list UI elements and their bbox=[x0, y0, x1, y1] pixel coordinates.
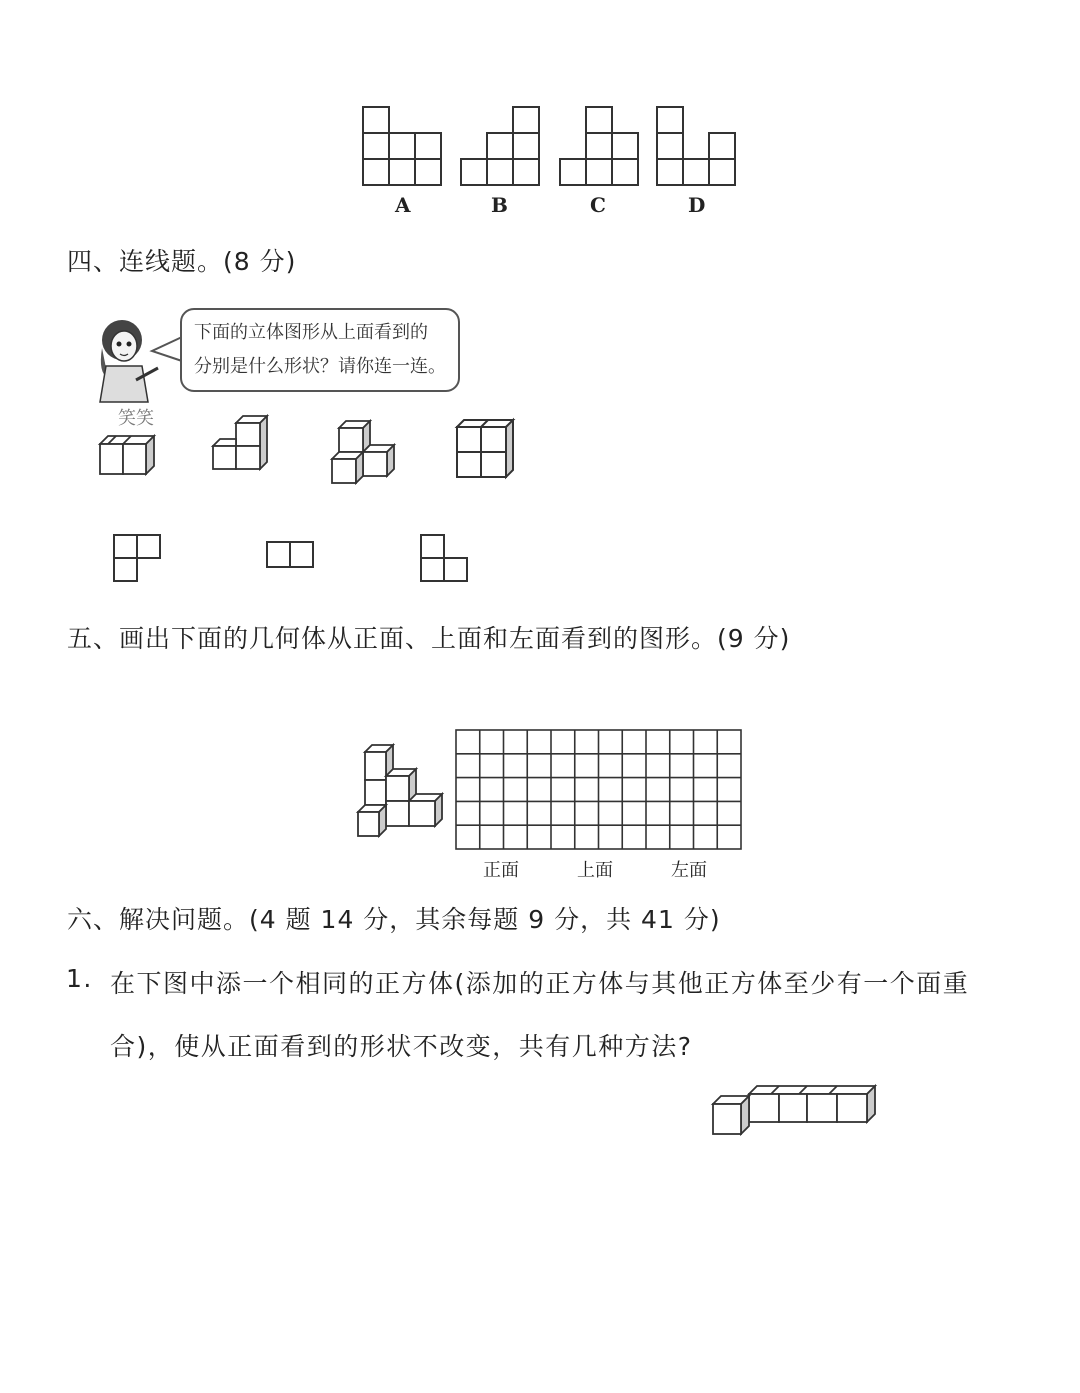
speech-line-1: 下面的立体图形从上面看到的 bbox=[194, 322, 428, 343]
top-view-3 bbox=[420, 534, 470, 584]
solid-1-two-cubes bbox=[98, 432, 158, 477]
solid-4-four-cubes bbox=[455, 418, 517, 480]
section5-solid bbox=[356, 745, 446, 837]
question-1-line-2: 合)，使从正面看到的形状不改变，共有几种方法? bbox=[110, 1032, 693, 1061]
caption-front-view: 正面 bbox=[483, 860, 519, 881]
option-c-figure bbox=[559, 106, 639, 188]
speech-bubble bbox=[180, 308, 460, 392]
solid-2-three-cubes bbox=[211, 414, 271, 474]
question-1-number: 1. bbox=[66, 964, 93, 993]
question-1-cube-row bbox=[711, 1084, 881, 1138]
section5-heading: 五、画出下面的几何体从正面、上面和左面看到的图形。(9 分) bbox=[67, 624, 791, 653]
option-a-label: A bbox=[395, 193, 411, 217]
top-view-1 bbox=[113, 534, 163, 584]
solid-3-three-cubes bbox=[330, 418, 398, 486]
question-1-line-1: 在下图中添一个相同的正方体(添加的正方体与其他正方体至少有一个面重 bbox=[110, 969, 970, 998]
caption-left-view: 左面 bbox=[671, 860, 707, 881]
caption-top-view: 上面 bbox=[577, 860, 613, 881]
section6-heading: 六、解决问题。(4 题 14 分，其余每题 9 分，共 41 分) bbox=[67, 905, 721, 934]
option-c-label: C bbox=[590, 193, 606, 217]
speech-tail bbox=[150, 335, 184, 369]
option-a-figure bbox=[362, 106, 442, 188]
option-b-label: B bbox=[491, 193, 508, 217]
character-name: 笑笑 bbox=[118, 408, 154, 429]
drawing-grid[interactable] bbox=[455, 729, 743, 851]
section4-heading: 四、连线题。(8 分) bbox=[67, 247, 297, 276]
option-b-figure bbox=[460, 106, 540, 188]
option-d-figure bbox=[656, 106, 736, 188]
top-view-2 bbox=[266, 541, 316, 569]
option-d-label: D bbox=[688, 193, 706, 217]
speech-line-2: 分别是什么形状？请你连一连。 bbox=[194, 356, 446, 377]
